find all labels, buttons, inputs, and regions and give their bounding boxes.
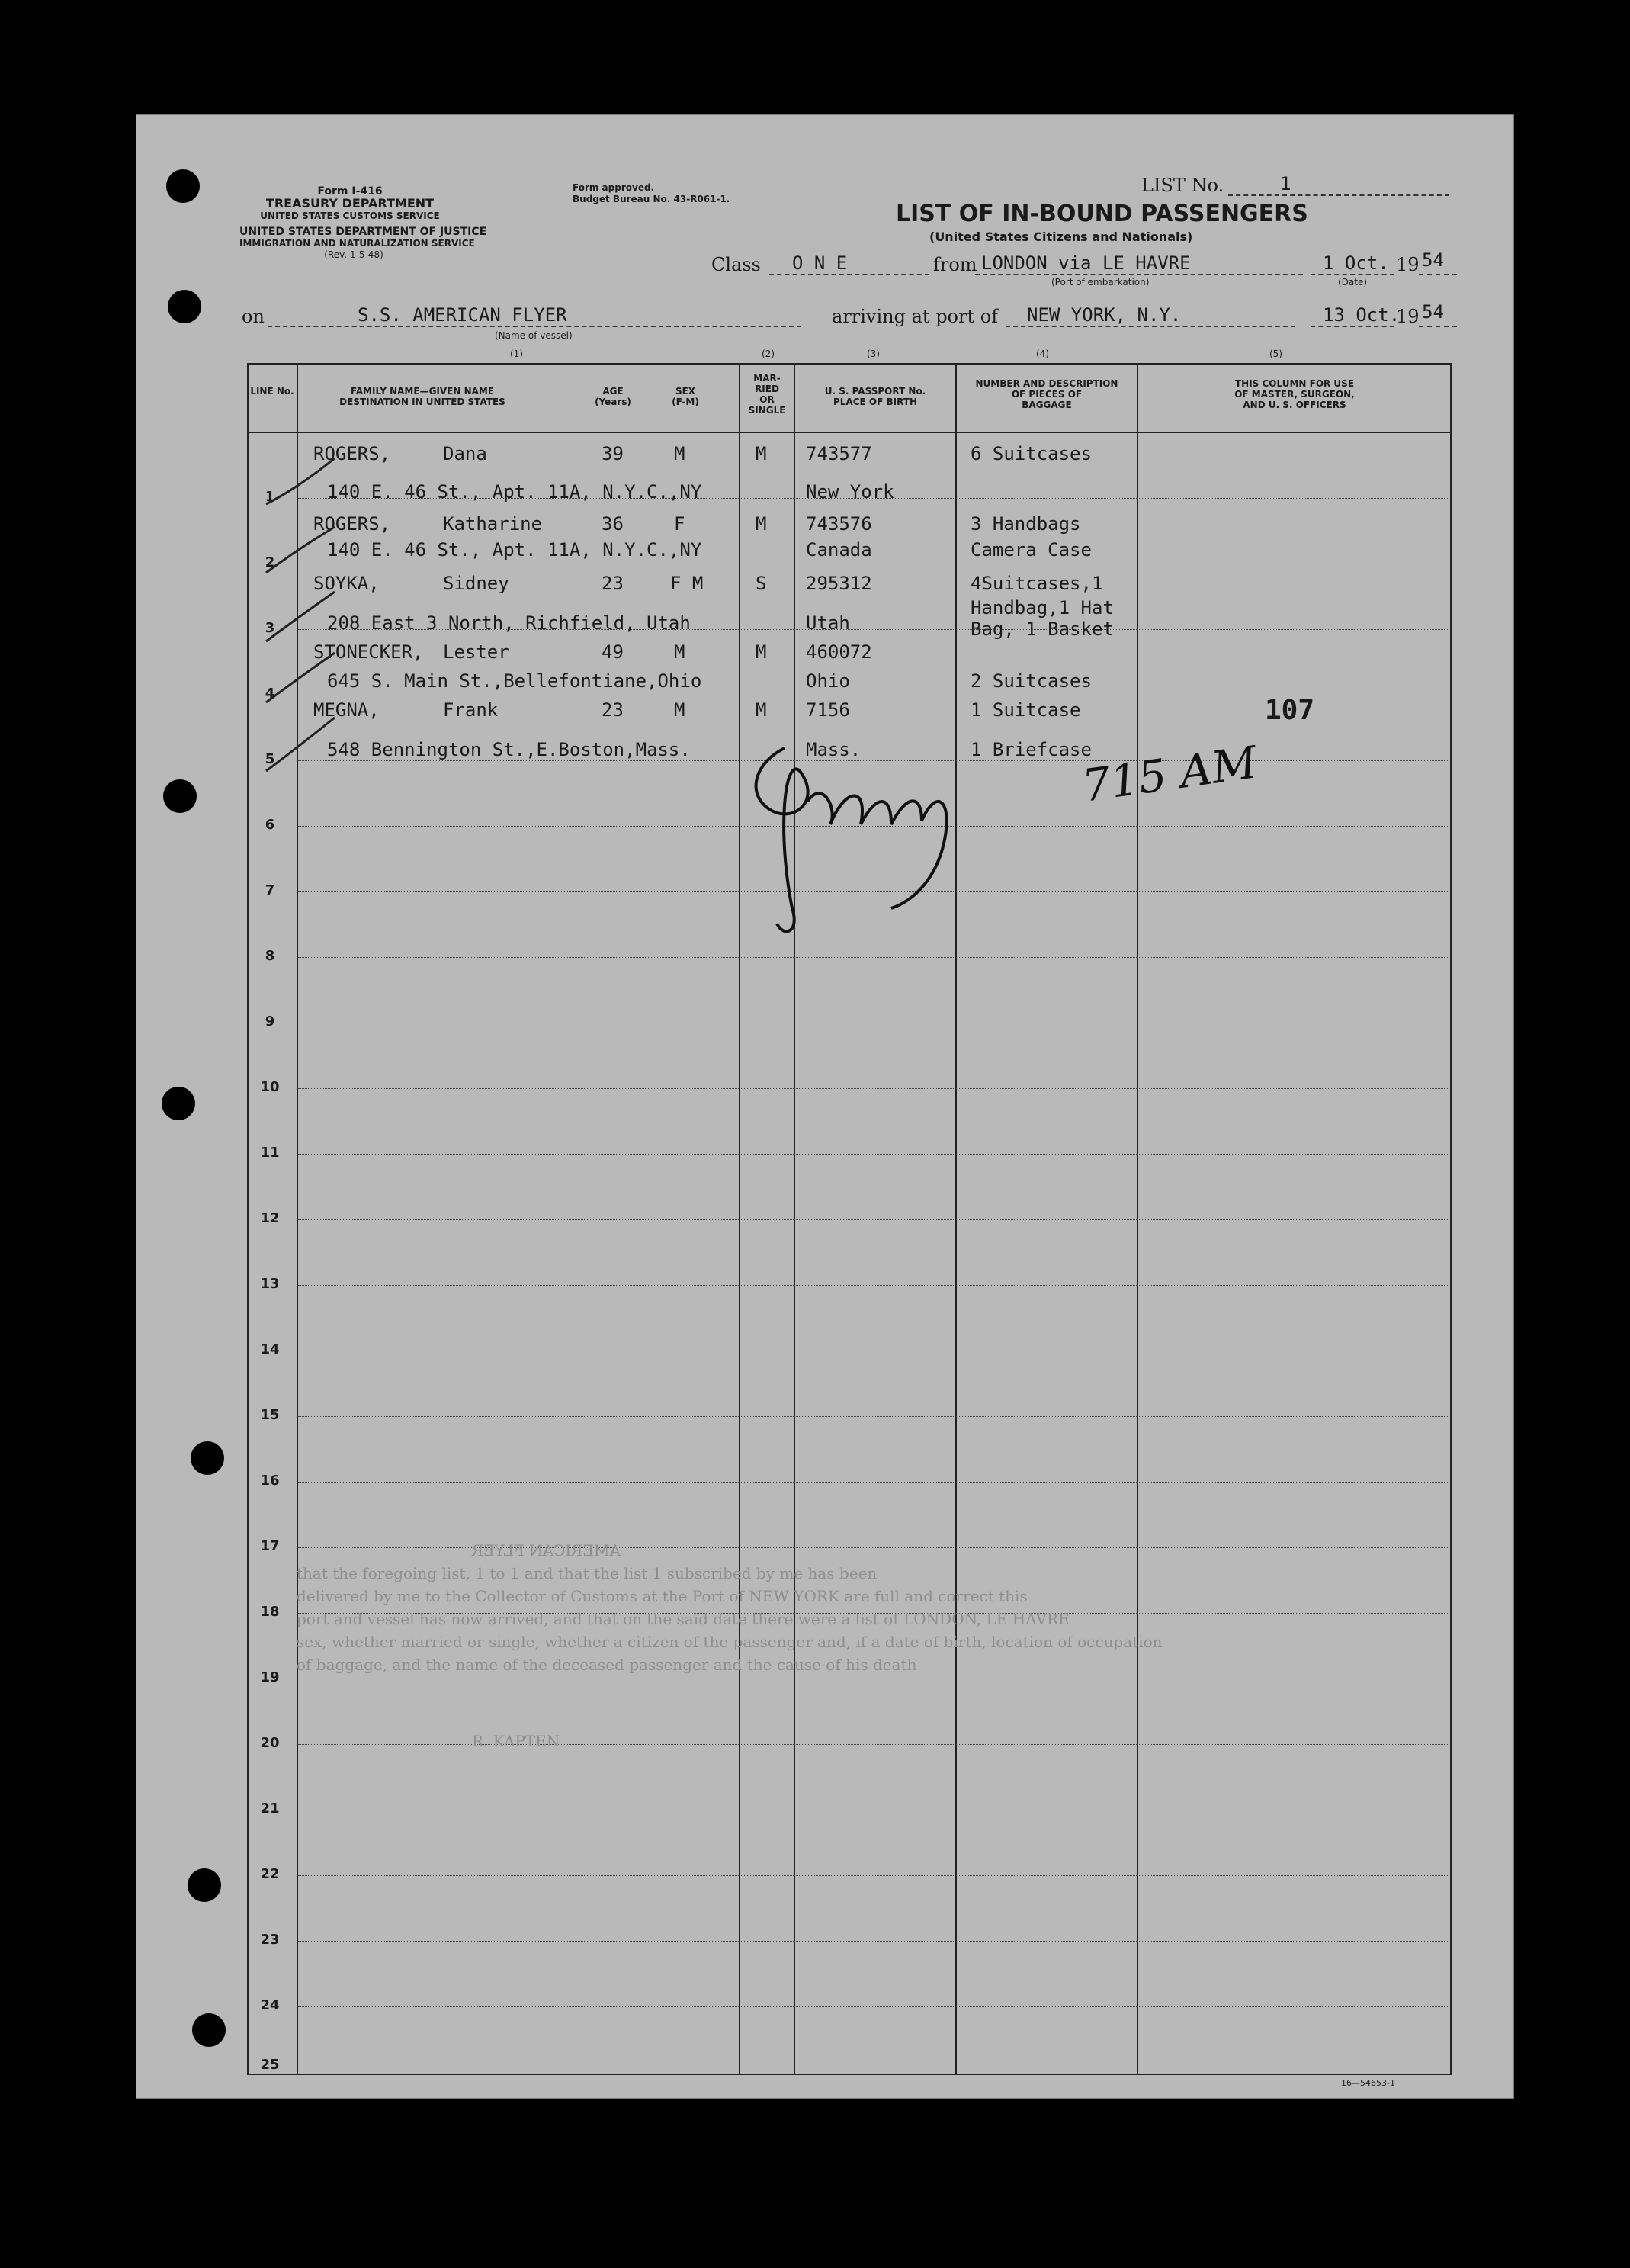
col-num-5: (5) [1269, 349, 1282, 359]
sex: M [674, 641, 685, 663]
revision: (Rev. 1-5-48) [324, 249, 383, 260]
inspector-signature [739, 740, 1044, 969]
col-header-baggage: NUMBER AND DESCRIPTION OF PIECES OF BAGGAGE [975, 378, 1118, 410]
age: 23 [602, 573, 624, 594]
line-number: 17 [260, 1538, 280, 1554]
col-header-sex: SEX (F-M) [672, 386, 699, 407]
passenger-table [136, 115, 1513, 2098]
binder-hole [166, 169, 200, 203]
sex: M [674, 443, 685, 464]
place-of-birth: Utah [806, 612, 850, 634]
bleed-through-text: R. KAPTEN [472, 1732, 560, 1750]
line-number: 24 [260, 1997, 280, 2013]
col-header-passport: U. S. PASSPORT No. PLACE OF BIRTH [824, 386, 926, 407]
depart-date: 1 Oct. [1323, 252, 1389, 274]
family-name: STONECKER, [313, 641, 424, 663]
bleed-through-text: port and vessel has now arrived, and that on the said date there were a list of LONDON, LE HAVRE [297, 1610, 1070, 1628]
destination: 208 East 3 North, Richfield, Utah [327, 612, 691, 634]
baggage: 6 Suitcases [971, 443, 1092, 464]
treasury-dept: TREASURY DEPARTMENT [265, 196, 435, 210]
embark-port: LONDON via LE HAVRE [981, 252, 1191, 274]
sex: F [674, 513, 685, 535]
marital-status: S [756, 573, 767, 594]
class-label: Class [711, 254, 761, 275]
given-name: Sidney [443, 573, 509, 594]
passport-no: 295312 [806, 573, 872, 594]
family-name: ROGERS, [313, 443, 391, 464]
baggage: 1 Suitcase [971, 699, 1081, 721]
ins-service: IMMIGRATION AND NATURALIZATION SERVICE [239, 238, 475, 249]
officer-note: 107 [1265, 695, 1315, 726]
binder-hole [168, 290, 201, 323]
line-number: 11 [260, 1145, 280, 1161]
place-of-birth: New York [806, 481, 894, 503]
page-subtitle: (United States Citizens and Nationals) [929, 230, 1193, 244]
handwritten-time: 715 AM [1079, 736, 1261, 812]
document-page [136, 114, 1514, 2099]
footer-code: 16—54653-1 [1341, 2078, 1395, 2088]
baggage: 4Suitcases,1 [971, 573, 1103, 594]
destination: 140 E. 46 St., Apt. 11A, N.Y.C.,NY [327, 539, 702, 561]
baggage: 2 Suitcases [971, 670, 1092, 692]
col-header-officers: THIS COLUMN FOR USE OF MASTER, SURGEON, AND U. S. OFFICERS [1234, 378, 1355, 410]
arrival-year: 54 [1422, 301, 1444, 323]
arrival-year-prefix: 19 [1396, 306, 1420, 327]
from-label: from [933, 254, 977, 275]
line-number: 13 [260, 1276, 280, 1292]
form-approved: Form approved. [573, 182, 655, 193]
date-caption: (Date) [1338, 277, 1368, 288]
bleed-through-text: sex, whether married or single, whether a citizen of the passenger and, if a date of birth, location of occupation [297, 1633, 1163, 1651]
passport-no: 460072 [806, 641, 872, 663]
line-number: 9 [265, 1014, 275, 1030]
line-number: 19 [260, 1669, 280, 1685]
col-num-1: (1) [510, 349, 523, 359]
baggage: 1 Briefcase [971, 739, 1092, 760]
customs-service: UNITED STATES CUSTOMS SERVICE [260, 210, 440, 221]
line-number: 14 [260, 1341, 280, 1357]
port-caption: (Port of embarkation) [1051, 277, 1150, 288]
binder-hole [162, 1087, 195, 1120]
marital-status: M [756, 641, 767, 663]
page-title: LIST OF IN-BOUND PASSENGERS [896, 201, 1308, 227]
arrival-date: 13 Oct. [1323, 304, 1401, 326]
line-number: 23 [260, 1932, 280, 1948]
on-label: on [242, 306, 265, 327]
baggage: Camera Case [971, 539, 1092, 561]
col-header-married: MAR- RIED OR SINGLE [748, 373, 786, 416]
line-number: 22 [260, 1866, 280, 1882]
marital-status: M [756, 513, 767, 535]
given-name: Dana [443, 443, 487, 464]
depart-year: 54 [1422, 249, 1444, 271]
vessel-caption: (Name of vessel) [495, 330, 573, 341]
line-number: 8 [265, 948, 275, 964]
line-number: 10 [260, 1079, 280, 1095]
line-number: 2 [265, 554, 275, 570]
marital-status: M [756, 443, 767, 464]
place-of-birth: Canada [806, 539, 872, 561]
bleed-through-text: AMERICAN FLYER [472, 1541, 621, 1560]
passport-no: 7156 [806, 699, 850, 721]
destination: 645 S. Main St.,Bellefontiane,Ohio [327, 670, 702, 692]
line-number: 4 [265, 686, 275, 702]
baggage: Handbag,1 Hat [971, 597, 1114, 618]
age: 39 [602, 443, 624, 464]
class-value: O N E [792, 252, 848, 274]
given-name: Lester [443, 641, 509, 663]
col-header-line: LINE No. [250, 386, 294, 397]
place-of-birth: Ohio [806, 670, 850, 692]
col-header-age: AGE (Years) [595, 386, 631, 407]
line-number: 21 [260, 1801, 280, 1817]
passport-no: 743577 [806, 443, 872, 464]
binder-hole [191, 1441, 224, 1475]
destination: 140 E. 46 St., Apt. 11A, N.Y.C.,NY [327, 481, 702, 503]
col-num-3: (3) [867, 349, 880, 359]
bleed-through-text: of baggage, and the name of the deceased passenger and the cause of his death [297, 1656, 917, 1674]
arrival-port: NEW YORK, N.Y. [1027, 304, 1182, 326]
col-num-2: (2) [762, 349, 775, 359]
line-number: 18 [260, 1604, 280, 1620]
line-number: 16 [260, 1473, 280, 1489]
family-name: MEGNA, [313, 699, 380, 721]
line-number: 1 [265, 489, 275, 505]
given-name: Frank [443, 699, 499, 721]
passport-no: 743576 [806, 513, 872, 535]
check-marks [251, 443, 373, 786]
bleed-through-text: that the foregoing list, 1 to 1 and that the list 1 subscribed by me has been [297, 1564, 878, 1582]
col-header-name: FAMILY NAME—GIVEN NAME DESTINATION IN UNITED STATES [339, 386, 505, 407]
age: 49 [602, 641, 624, 663]
age: 36 [602, 513, 624, 535]
given-name: Katharine [443, 513, 543, 535]
budget-bureau: Budget Bureau No. 43-R061-1. [573, 194, 730, 204]
binder-hole [163, 779, 197, 813]
year-prefix: 19 [1396, 254, 1420, 275]
list-no-label: LIST No. [1141, 175, 1224, 196]
line-number: 7 [265, 882, 275, 898]
list-no-value: 1 [1280, 173, 1291, 194]
binder-hole [192, 2013, 226, 2047]
arriving-label: arriving at port of [832, 306, 999, 327]
sex: M [674, 699, 685, 721]
family-name: SOYKA, [313, 573, 380, 594]
line-number: 6 [265, 817, 275, 833]
baggage: Bag, 1 Basket [971, 618, 1114, 640]
form-number: Form I-416 [317, 185, 383, 198]
line-number: 12 [260, 1210, 280, 1226]
line-number: 5 [265, 751, 275, 767]
sex: F M [670, 573, 704, 594]
line-number: 25 [260, 2057, 280, 2073]
justice-dept: UNITED STATES DEPARTMENT OF JUSTICE [239, 226, 487, 238]
destination: 548 Bennington St.,E.Boston,Mass. [327, 739, 691, 760]
bleed-through-text: delivered by me to the Collector of Customs at the Port of NEW YORK are full and correct this [297, 1587, 1028, 1605]
line-number: 3 [265, 620, 275, 636]
binder-hole [188, 1868, 221, 1902]
vessel-name: S.S. AMERICAN FLYER [358, 304, 567, 326]
family-name: ROGERS, [313, 513, 391, 535]
line-number: 15 [260, 1407, 280, 1423]
place-of-birth: Mass. [806, 739, 862, 760]
marital-status: M [756, 699, 767, 721]
line-number: 20 [260, 1735, 280, 1751]
baggage: 3 Handbags [971, 513, 1081, 535]
age: 23 [602, 699, 624, 721]
col-num-4: (4) [1036, 349, 1049, 359]
